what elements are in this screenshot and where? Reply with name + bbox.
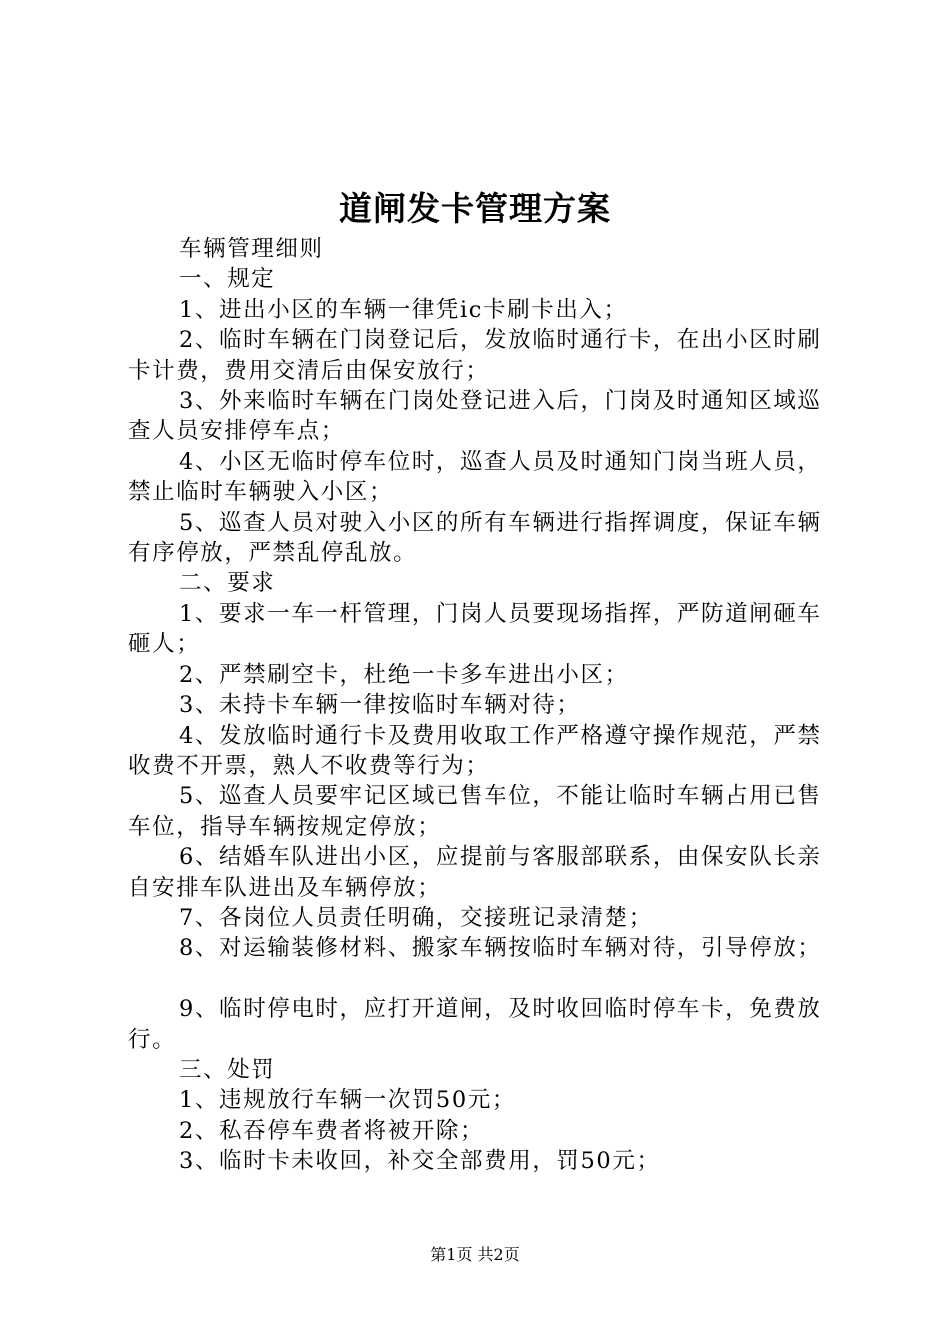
section-heading: 二、要求 [179, 570, 276, 597]
paragraph: 车辆管理细则 [179, 236, 324, 262]
paragraph: 2、临时车辆在门岗登记后，发放临时通行卡，在出小区时刷卡计费，费用交清后由保安放行； [128, 327, 822, 384]
paragraph: 3、未持卡车辆一律按临时车辆对待； [179, 692, 581, 719]
section-heading: 一、规定 [179, 266, 276, 293]
paragraph: 1、进出小区的车辆一律凭ic卡刷卡出入； [179, 296, 628, 323]
paragraph: 1、要求一车一杆管理，门岗人员要现场指挥，严防道闸砸车砸人； [128, 600, 822, 658]
document-body [128, 234, 844, 1177]
page-footer: 第1页 共2页 [430, 1245, 520, 1264]
paragraph: 4、发放临时通行卡及费用收取工作严格遵守操作规范，严禁收费不开票，熟人不收费等行为； [128, 722, 822, 779]
paragraph: 3、外来临时车辆在门岗处登记进入后，门岗及时通知区域巡查人员安排停车点； [128, 388, 822, 445]
section-heading: 三、处罚 [179, 1056, 276, 1083]
paragraph: 8、对运输装修材料、搬家车辆按临时车辆对待，引导停放； [179, 935, 822, 962]
paragraph: 1、违规放行车辆一次罚50元； [179, 1087, 516, 1114]
paragraph: 9、临时停电时，应打开道闸，及时收回临时停车卡，免费放行。 [128, 996, 822, 1053]
document-title: 道闸发卡管理方案 [339, 189, 611, 228]
paragraph: 2、私吞停车费者将被开除； [179, 1117, 485, 1144]
paragraph: 2、严禁刷空卡，杜绝一卡多车进出小区； [179, 661, 629, 688]
paragraph: 5、巡查人员要牢记区域已售车位，不能让临时车辆占用已售车位，指导车辆按规定停放； [128, 783, 822, 840]
paragraph: 7、各岗位人员责任明确，交接班记录清楚； [179, 904, 653, 931]
paragraph: 4、小区无临时停车位时，巡查人员及时通知门岗当班人员，禁止临时车辆驶入小区； [128, 448, 822, 506]
blank-line [128, 964, 844, 994]
paragraph: 6、结婚车队进出小区，应提前与客服部联系，由保安队长亲自安排车队进出及车辆停放； [128, 844, 822, 901]
paragraph: 3、临时卡未收回，补交全部费用，罚50元； [179, 1148, 661, 1175]
paragraph: 5、巡查人员对驶入小区的所有车辆进行指挥调度，保证车辆有序停放，严禁乱停乱放。 [128, 509, 822, 567]
